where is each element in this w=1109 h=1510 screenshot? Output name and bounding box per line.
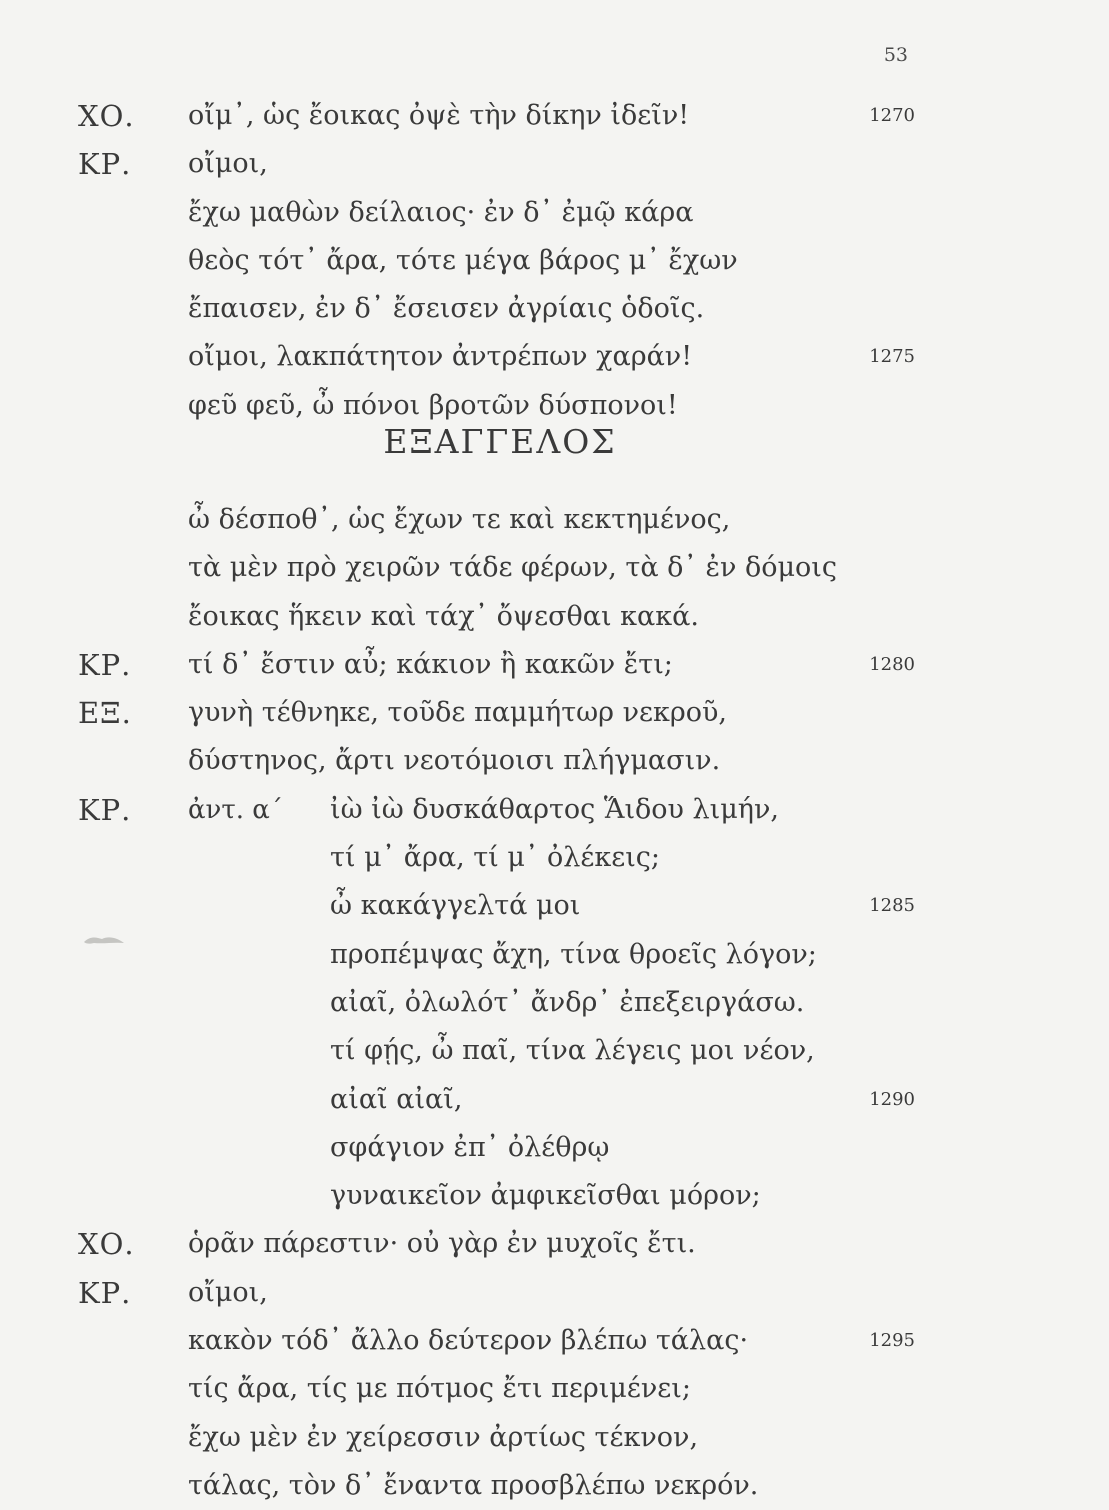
verse-line: [0, 1269, 1109, 1317]
verse-line: [0, 1172, 1109, 1220]
line-number: 1295: [869, 1330, 915, 1352]
verse-text: θεὸς τότ᾿ ἄρα, τότε μέγα βάρος μ᾿ ἔχων: [188, 244, 738, 276]
verse-text: ὁρᾶν πάρεστιν· οὐ γὰρ ἐν μυχοῖς ἔτι.: [188, 1228, 696, 1260]
verse-line: [0, 1317, 1109, 1365]
verse-text: δύστηνος, ἄρτι νεοτόμοισι πλήγμασιν.: [188, 745, 721, 777]
speaker-label: ΧΟ.: [78, 1227, 135, 1262]
verse-text: τὰ μὲν πρὸ χειρῶν τάδε φέρων, τὰ δ᾿ ἐν δόμοις: [188, 552, 838, 584]
line-number: 1275: [869, 346, 915, 368]
verse-text: φεῦ φεῦ, ὦ πόνοι βροτῶν δύσπονοι!: [188, 389, 678, 421]
verse-line: [0, 641, 1109, 689]
verse-line: [0, 1124, 1109, 1172]
verse-line: [0, 1462, 1109, 1510]
verse-line: [0, 786, 1109, 834]
verse-text: τί φῄς, ὦ παῖ, τίνα λέγεις μοι νέον,: [330, 1035, 815, 1067]
verse-text: προπέμψας ἄχη, τίνα θροεῖς λόγον;: [330, 938, 817, 970]
speaker-label: ΚΡ.: [78, 1275, 132, 1310]
verse-line: [0, 1027, 1109, 1075]
line-number: 1280: [869, 653, 915, 675]
speaker-label: ΚΡ.: [78, 792, 132, 827]
strophe-marker: ἀντ. α΄: [188, 794, 283, 825]
verse-text: ὦ κακάγγελτά μοι: [330, 890, 581, 922]
verse-text: οἴμ᾿, ὡς ἔοικας ὀψὲ τὴν δίκην ἰδεῖν!: [188, 100, 690, 131]
verse-line: [0, 92, 1109, 140]
verse-text: κακὸν τόδ᾿ ἄλλο δεύτερον βλέπω τάλας·: [188, 1325, 749, 1357]
verse-line: [0, 1414, 1109, 1462]
verse-line: [0, 689, 1109, 737]
verse-line: [0, 1220, 1109, 1268]
line-number: 1290: [869, 1088, 915, 1110]
verse-text: οἴμοι,: [188, 148, 268, 180]
verse-line: [0, 834, 1109, 882]
speaker-label: ΕΞ.: [78, 696, 132, 731]
verse-line: [0, 931, 1109, 979]
verse-text: ἔχω μαθὼν δείλαιος· ἐν δ᾿ ἐμῷ κάρα: [188, 196, 694, 228]
heading-text: ΕΞΑΓΓΕΛΟΣ: [383, 422, 617, 461]
verse-line: [0, 979, 1109, 1027]
verse-line: [0, 882, 1109, 930]
verse-text: τί δ᾿ ἔστιν αὖ; κάκιον ἢ κακῶν ἔτι;: [188, 648, 673, 680]
speaker-label: ΧΟ.: [78, 99, 135, 133]
verse-line: [0, 140, 1109, 188]
verse-text: αἰαῖ, ὀλωλότ᾿ ἄνδρ᾿ ἐπεξειργάσω.: [330, 986, 805, 1018]
verse-line: [0, 189, 1109, 237]
line-number: 1285: [869, 895, 915, 917]
verse-line: [0, 237, 1109, 285]
speaker-label: ΚΡ.: [78, 647, 132, 682]
line-number: 1270: [869, 105, 915, 126]
section-heading: [0, 422, 1000, 461]
verse-line: [0, 737, 1109, 785]
verse-text: γυναικεῖον ἀμφικεῖσθαι μόρον;: [330, 1180, 761, 1212]
verse-line: [0, 1076, 1109, 1124]
verse-line: [0, 593, 1109, 641]
page-number: 53: [883, 44, 908, 66]
verse-line: [0, 333, 1109, 381]
verse-text: αἰαῖ αἰαῖ,: [330, 1083, 463, 1115]
verse-text: τάλας, τὸν δ᾿ ἔναντα προσβλέπω νεκρόν.: [188, 1469, 759, 1501]
verse-line: [0, 1365, 1109, 1413]
verse-text: σφάγιον ἐπ᾿ ὀλέθρῳ: [330, 1131, 610, 1163]
verse-text: ἔπαισεν, ἐν δ᾿ ἔσεισεν ἀγρίαις ὁδοῖς.: [188, 293, 705, 325]
verse-line: [0, 285, 1109, 333]
verse-line: [0, 496, 1109, 544]
verse-block-1: [0, 92, 1109, 430]
verse-text: οἴμοι, λακπάτητον ἀντρέπων χαράν!: [188, 341, 693, 373]
verse-text: τί μ᾿ ἄρα, τί μ᾿ ὀλέκεις;: [330, 842, 660, 874]
speaker-label: ΚΡ.: [78, 147, 132, 182]
verse-text: ἔοικας ἥκειν καὶ τάχ᾿ ὄψεσθαι κακά.: [188, 600, 699, 632]
verse-text: ἰὼ ἰὼ δυσκάθαρτος Ἅιδου λιμήν,: [330, 793, 779, 825]
verse-block-2: [0, 496, 1109, 1510]
verse-line: [0, 544, 1109, 592]
verse-text: ὦ δέσποθ᾿, ὡς ἔχων τε καὶ κεκτημένος,: [188, 504, 731, 535]
verse-text: ἔχω μὲν ἐν χείρεσσιν ἀρτίως τέκνον,: [188, 1421, 699, 1453]
ink-smudge: [82, 934, 126, 946]
verse-text: γυνὴ τέθνηκε, τοῦδε παμμήτωρ νεκροῦ,: [188, 697, 728, 729]
verse-text: οἴμοι,: [188, 1276, 268, 1308]
verse-text: τίς ἄρα, τίς με πότμος ἔτι περιμένει;: [188, 1373, 691, 1405]
